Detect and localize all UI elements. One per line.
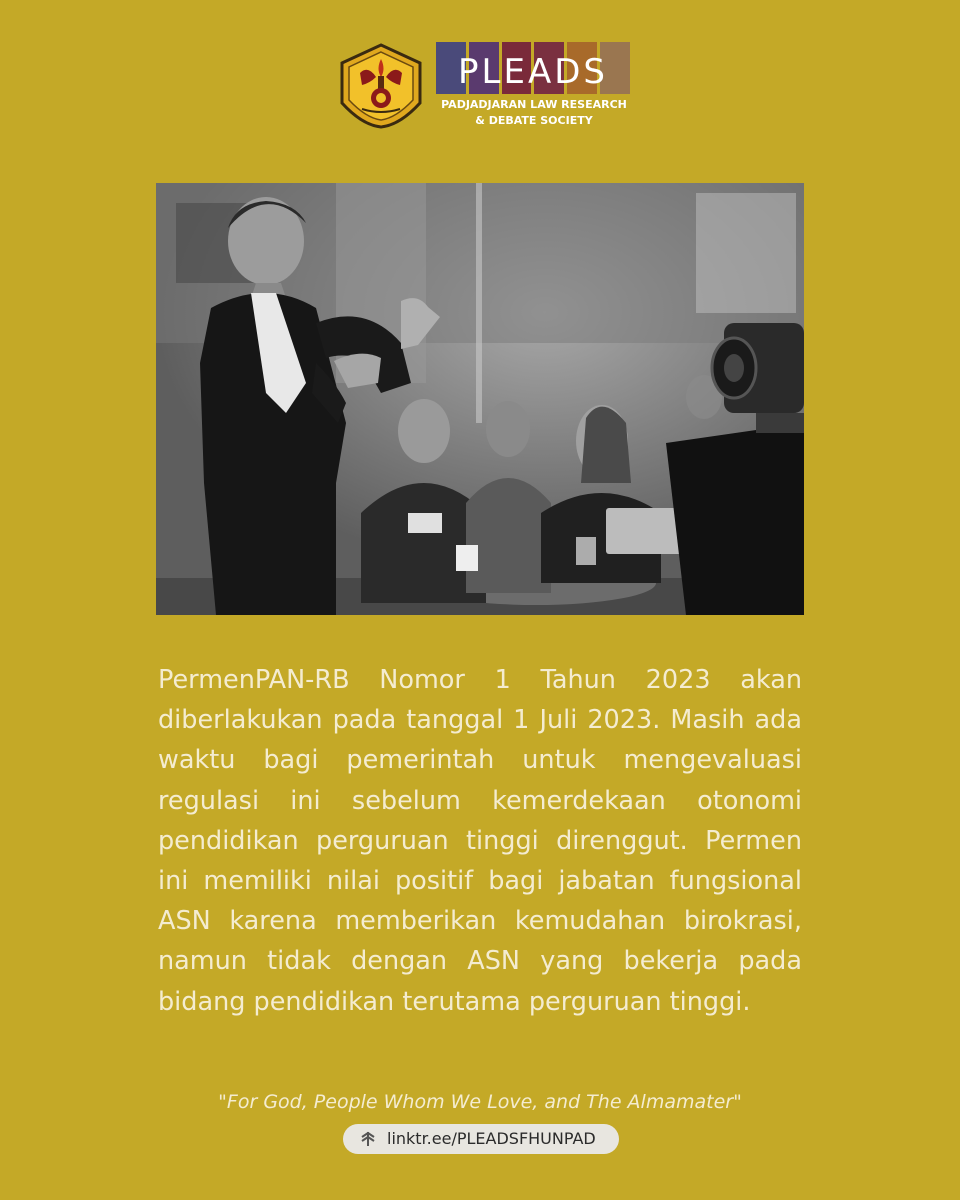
pleads-logo bbox=[436, 40, 632, 132]
header-logos bbox=[338, 40, 638, 132]
pleads-wordmark: PLEADS bbox=[458, 52, 608, 92]
pleads-subtitle-line1: PADJADJARAN LAW RESEARCH bbox=[441, 98, 627, 111]
university-crest-icon bbox=[338, 43, 424, 129]
pleads-subtitle-line2: & DEBATE SOCIETY bbox=[475, 114, 593, 127]
article-body-text: PermenPAN-RB Nomor 1 Tahun 2023 akan diberlakukan pada tanggal 1 Juli 2023. Masih ada waktu bagi pemerintah untuk mengevaluasi regulasi ini sebelum kemerdekaan otonomi pendidikan perguruan tinggi direnggut. Permen ini memiliki nilai positif bagi jabatan fungsional ASN karena memberikan kemudahan birokrasi, namun tidak dengan ASN yang bekerja pada bidang pendidikan terutama perguruan tinggi. bbox=[158, 665, 802, 1017]
presentation-photo-image bbox=[156, 183, 804, 615]
motto-text: "For God, People Whom We Love, and The Almamater" bbox=[218, 1091, 742, 1113]
linktree-icon bbox=[359, 1130, 377, 1148]
presentation-photo bbox=[156, 183, 804, 615]
linktree-button[interactable] bbox=[343, 1124, 619, 1154]
linktree-url[interactable]: linktr.ee/PLEADSFHUNPAD bbox=[387, 1129, 596, 1148]
